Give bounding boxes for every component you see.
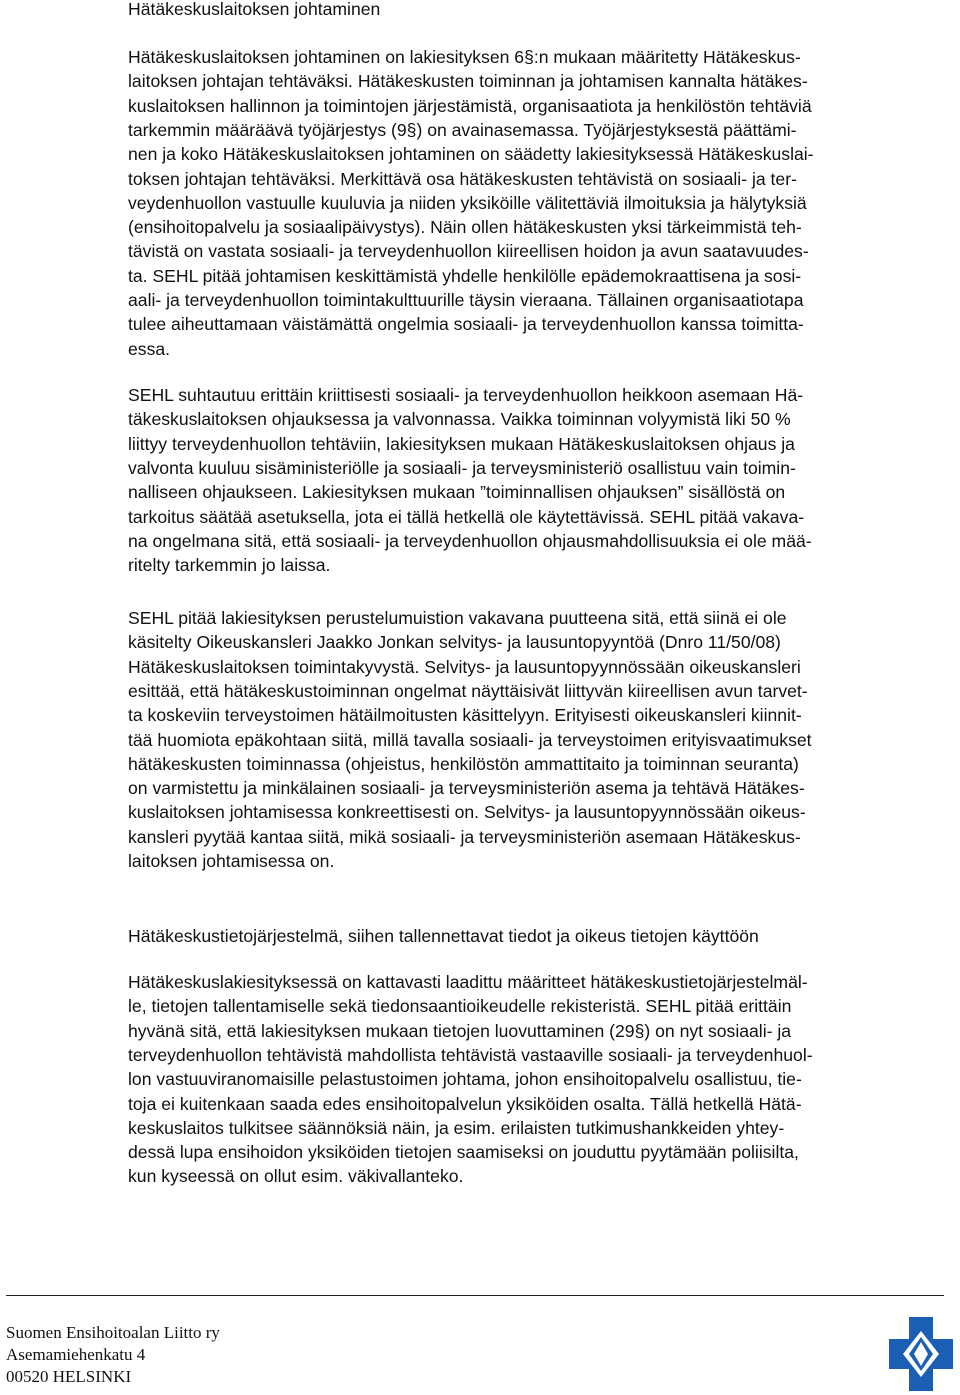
text-line: valvonta kuuluu sisäministeriölle ja sosiaali- ja terveysministeriö osallistuu vain toimin-	[128, 457, 796, 478]
text-line: laitoksen johtajan tehtäväksi. Hätäkeskusten toiminnan ja johtamisen kannalta hätäkes-	[128, 71, 808, 92]
text-line: nen ja koko Hätäkeskuslaitoksen johtaminen on säädetty lakiesityksessä Hätäkeskuslai-	[128, 144, 814, 165]
text-line: kansleri pyytää kantaa siitä, mikä sosiaali- ja terveysministeriön asemaan Hätäkeskus-	[128, 826, 801, 847]
text-line: keskuslaitos tulkitsee säännöksiä näin, ja esim. erilaisten tutkimushankkeiden yhtey-	[128, 1117, 785, 1138]
footer-city: 00520 HELSINKI	[6, 1367, 132, 1386]
text-line: (ensihoitopalvelu ja sosiaalipäivystys). Näin ollen hätäkeskusten yksi tärkeimmistä teh-	[128, 217, 802, 238]
text-line: ta koskeviin terveystoimen hätäilmoitusten käsittelyyn. Erityisesti oikeuskansleri kiinnit-	[128, 705, 802, 726]
text-line: toksen johtajan tehtäväksi. Merkittävä osa hätäkeskusten tehtävistä on sosiaali- ja ter-	[128, 168, 797, 189]
text-line: toja ei kuitenkaan saada edes ensihoitopalvelun yksiköiden osalta. Tällä hetkellä Hätä-	[128, 1093, 802, 1114]
text-line: hyvänä sitä, että lakiesityksen mukaan tietojen luovuttaminen (29§) on nyt sosiaali- ja	[128, 1020, 792, 1041]
text-line: ritelty tarkemmin jo laissa.	[128, 555, 331, 576]
text-line: hätäkeskusten toiminnassa (ohjeistus, henkilöstön ammattitaito ja toiminnan seuranta)	[128, 753, 799, 774]
text-line: täkeskuslaitoksen ohjauksessa ja valvonnassa. Vaikka toiminnan volyymistä liki 50 %	[128, 409, 791, 430]
cross-with-arrows-logo	[887, 1315, 955, 1393]
text-line: nalliseen ohjaukseen. Lakiesityksen mukaan ”toiminnallisen ohjauksen” sisällöstä on	[128, 482, 786, 503]
text-line: dessä lupa ensihoidon yksiköiden tietojen saamiseksi on jouduttu pyytämään poliisilta,	[128, 1142, 799, 1163]
text-line: terveydenhuollon tehtävistä mahdollista tehtävistä vastaaville sosiaali- ja terveydenhuol-	[128, 1044, 813, 1065]
text-line: na ongelmana sitä, että sosiaali- ja terveydenhuollon ohjausmahdollisuuksia ei ole mää-	[128, 530, 812, 551]
text-line: tarkoitus säätää asetuksella, jota ei tällä hetkellä ole käytettävissä. SEHL pitää vakava-	[128, 506, 805, 527]
text-line: aali- ja terveydenhuollon toimintakulttuurille täysin vieraana. Tällainen organisaatiotapa	[128, 290, 804, 310]
text-line: Hätäkeskuslaitoksen toimintakyvystä. Selvitys- ja lausuntopyynnössään oikeuskansleri	[128, 656, 801, 677]
text-line: kuslaitoksen johtamisessa konkreettisesti on. Selvitys- ja lausuntopyynnössään oikeus-	[128, 802, 806, 823]
footer-org-name: Suomen Ensihoitoalan Liitto ry	[6, 1323, 220, 1342]
text-line: essa.	[128, 338, 171, 359]
text-line: le, tietojen tallentamiselle sekä tiedonsaantioikeudelle rekisteristä. SEHL pitää erittäin	[128, 996, 792, 1017]
text-line: kun kyseessä on ollut esim. väkivallanteko.	[128, 1166, 464, 1187]
text-line: liittyy terveydenhuollon tehtäviin, lakiesityksen mukaan Hätäkeskuslaitoksen ohjaus ja	[128, 433, 795, 454]
text-line: SEHL suhtautuu erittäin kriittisesti sosiaali- ja terveydenhuollon heikkoon asemaan Hä-	[128, 385, 804, 405]
text-line: on varmistettu ja minkälainen sosiaali- ja terveysministeriön asema ja tehtävä Hätäkes-	[128, 778, 805, 799]
text-line: laitoksen johtamisessa on.	[128, 851, 335, 871]
text-line: tarkemmin määräävä työjärjestys (9§) on avainasemassa. Työjärjestyksestä päättämi-	[128, 119, 797, 140]
footer-street: Asemamiehenkatu 4	[6, 1345, 146, 1364]
text-line: tävistä on vastata sosiaali- ja terveydenhuollon kiireellisen hoidon ja avun saatavuudes-	[128, 241, 809, 262]
text-line: veydenhuollon vastuulle kuuluvia ja niiden yksiköille välitettäviä ilmoituksia ja hälytyksiä	[128, 192, 807, 213]
text-line: Hätäkeskuslaitoksen johtaminen on lakiesityksen 6§:n mukaan määritetty Hätäkeskus-	[128, 47, 801, 67]
text-line: lon vastuuviranomaisille pelastustoimen johtama, johon ensihoitopalvelu osallistuu, tie-	[128, 1069, 802, 1090]
text-line: esittää, että hätäkeskustoiminnan ongelmat näyttäisivät liittyvän kiireellisen avun tarvet-	[128, 680, 808, 701]
text-line: käsitelty Oikeuskansleri Jaakko Jonkan selvitys- ja lausuntopyyntöä (Dnro 11/50/08)	[128, 632, 781, 653]
text-line: tää huomiota epäkohtaan siitä, millä tavalla sosiaali- ja terveystoimen erityisvaatimukset	[128, 729, 812, 750]
text-line: kuslaitoksen hallinnon ja toimintojen järjestämistä, organisaatiota ja henkilöstön tehtäviä	[128, 95, 812, 116]
section-heading: Hätäkeskustietojärjestelmä, siihen tallennettavat tiedot ja oikeus tietojen käyttöön	[128, 926, 759, 946]
text-line: ta. SEHL pitää johtamisen keskittämistä yhdelle henkilölle epädemokraattisena ja sosi-	[128, 265, 802, 286]
text-line: tulee aiheuttamaan väistämättä ongelmia sosiaali- ja terveydenhuollon kanssa toimitta-	[128, 314, 804, 335]
text-line: SEHL pitää lakiesityksen perustelumuistion vakavana puutteena sitä, että siinä ei ole	[128, 608, 787, 628]
section-heading: Hätäkeskuslaitoksen johtaminen	[128, 0, 381, 19]
text-line: Hätäkeskuslakiesityksessä on kattavasti laadittu määritteet hätäkeskustietojärjestelmäl-	[128, 972, 808, 992]
footer-divider	[6, 1295, 944, 1296]
